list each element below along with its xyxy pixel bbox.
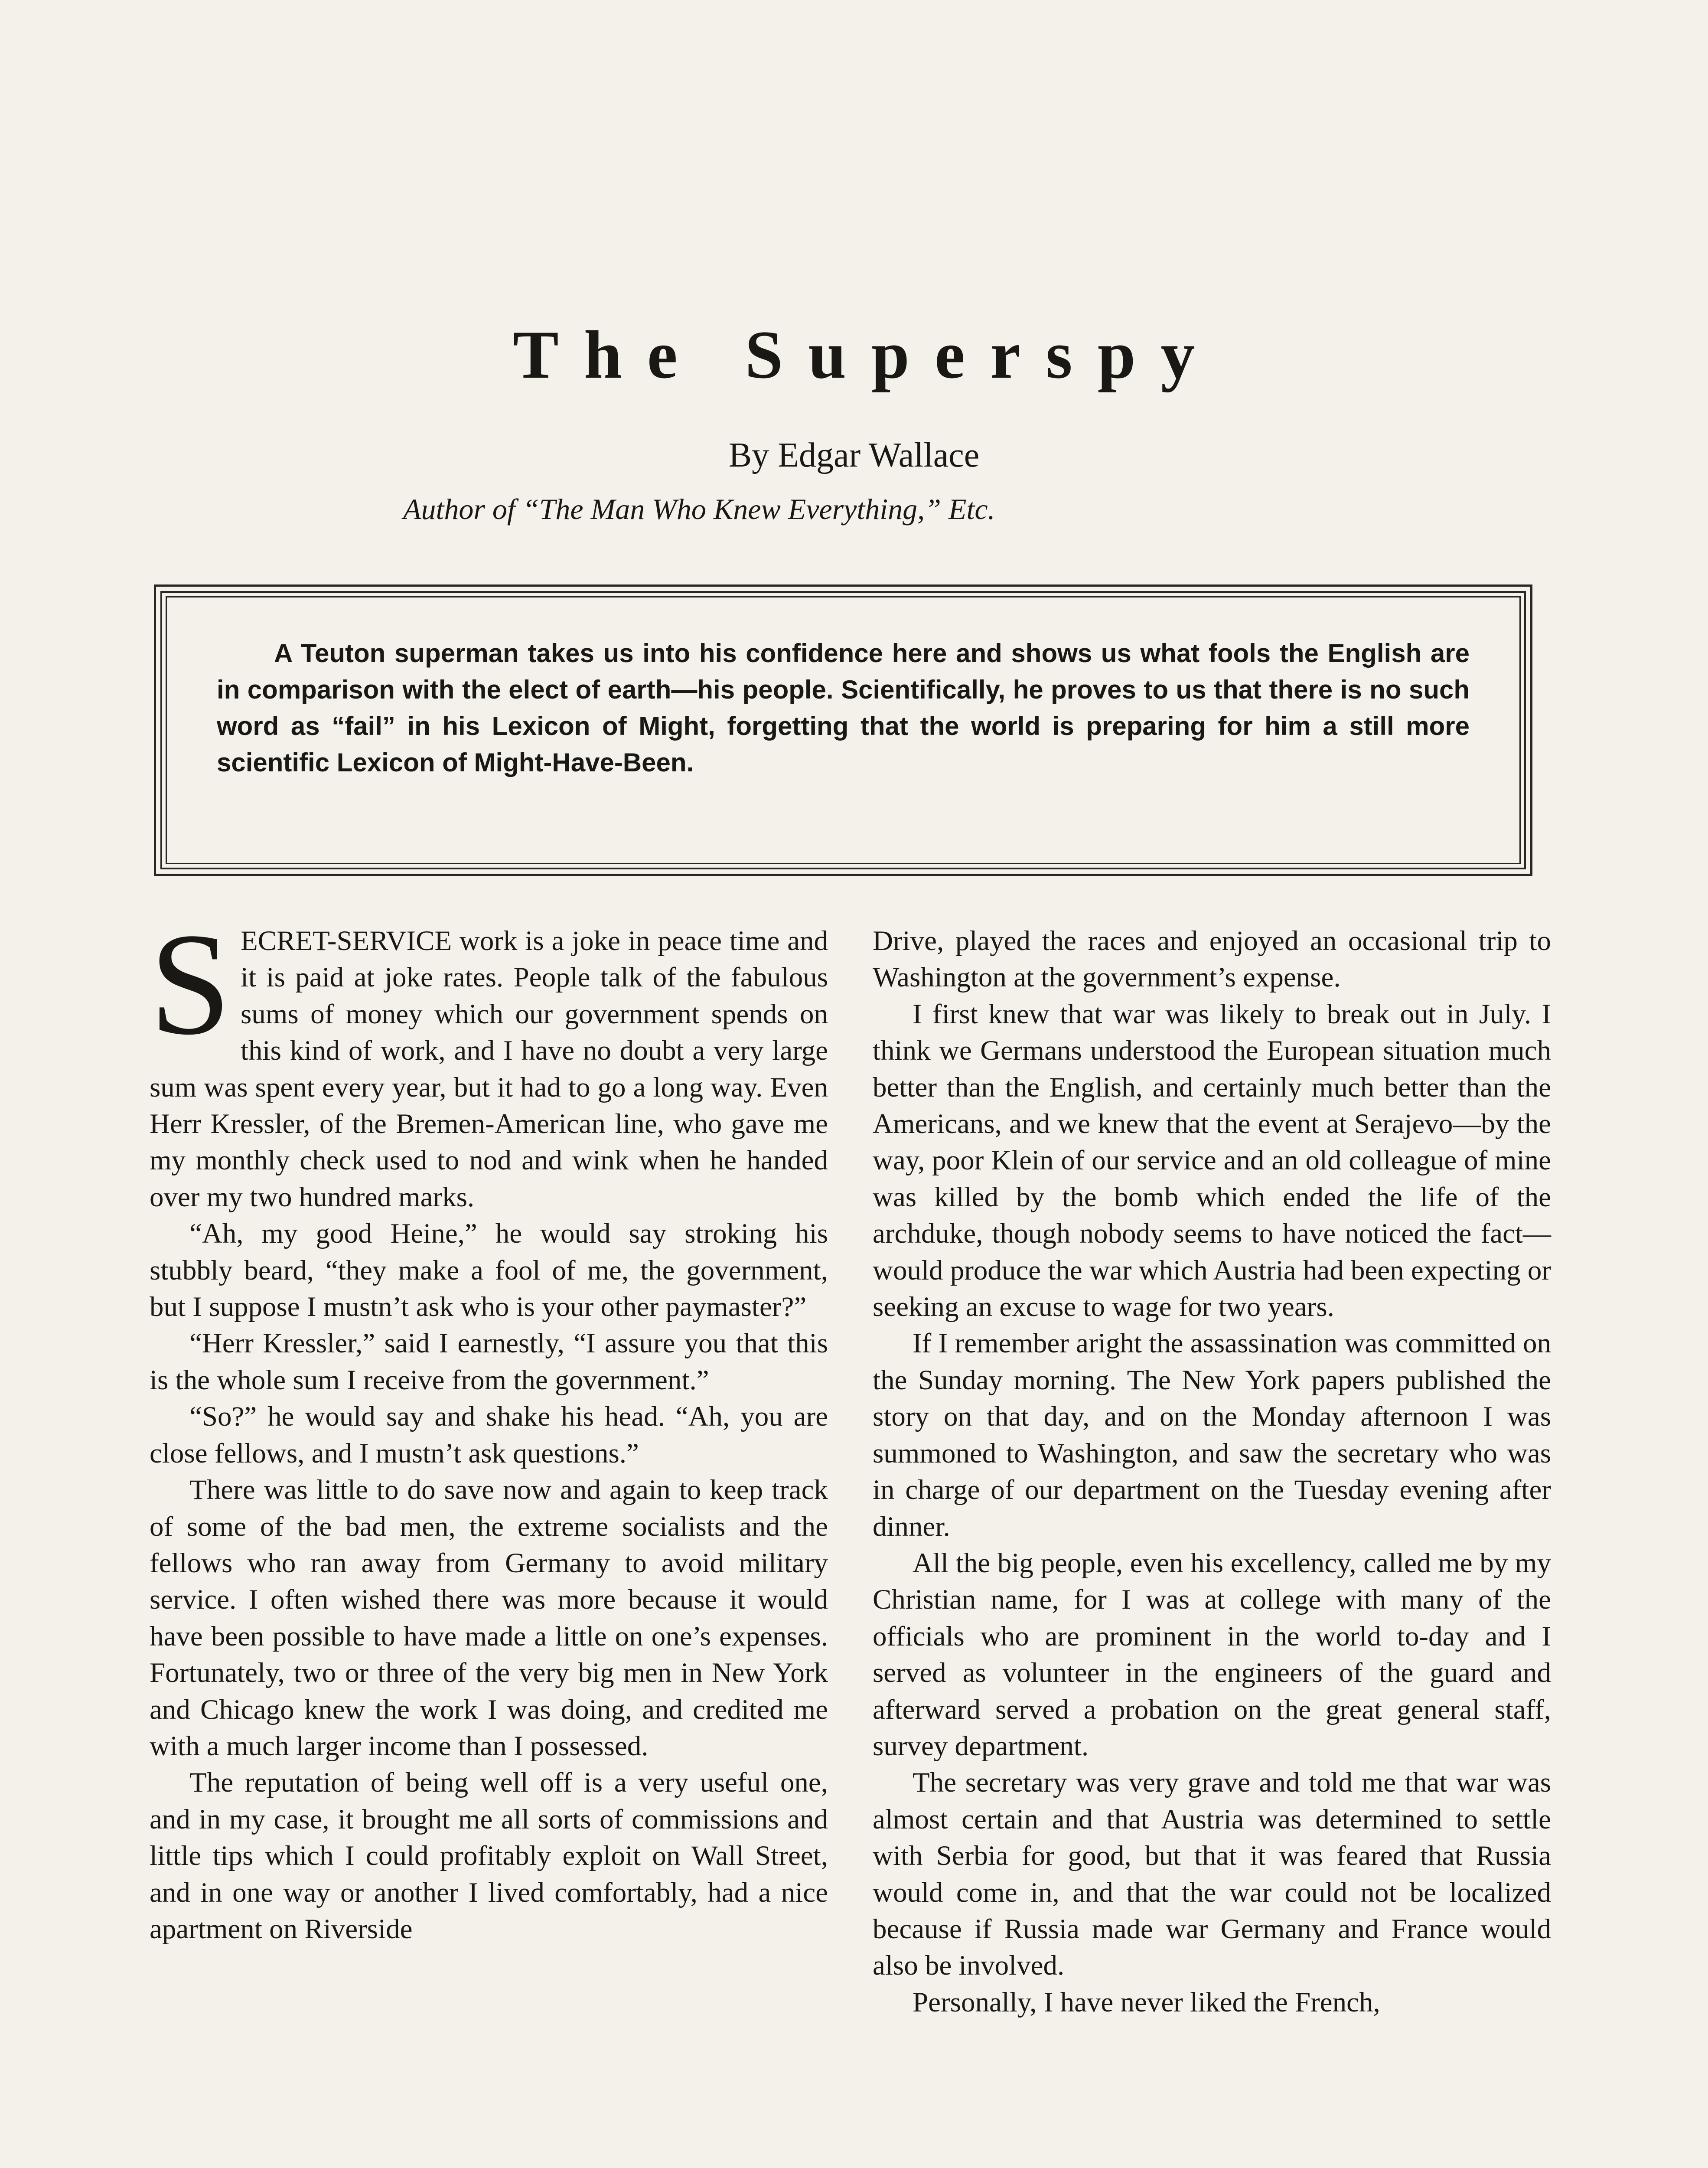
right-column <box>873 923 1551 2021</box>
paragraph: If I remember aright the assassination was committed on the Sunday morning. The New York papers published the story on that day, and on the Monday afternoon I was summoned to Washington, and saw the secretary who was in charge of our department on the Tuesday evening after dinner. <box>873 1328 1551 1542</box>
paragraph: The secretary was very grave and told me that war was almost certain and that Austria was determined to settle with Serbia for good, but that it was feared that Russia would come in, and that the war could not be localized because if Russia made war Germany and France would also be involved. <box>873 1767 1551 1982</box>
paragraph: Personally, I have never liked the French, <box>913 1986 1380 2018</box>
left-column <box>150 903 828 1947</box>
teaser-text: A Teuton superman takes us into his confidence here and shows us what fools the English are in comparison with the elect of earth—his people. Scientifically, he proves to us that there is no such word as “fail” in his Lexicon of Might, forgetting that the world is preparing for him a still more scientific Lexicon of Might-Have-Been. <box>217 639 1470 777</box>
byline: By Edgar Wallace <box>728 436 980 474</box>
paragraph: “Herr Kressler,” said I earnestly, “I assure you that this is the whole sum I receive from the government.” <box>150 1328 828 1396</box>
paragraph-continued: Drive, played the races and enjoyed an occasional trip to Washington at the government’s expense. <box>873 925 1551 993</box>
author-credit: Author of “The Man Who Knew Everything,” Etc. <box>403 493 995 526</box>
paragraph: “So?” he would say and shake his head. “Ah, you are close fellows, and I mustn’t ask questions.” <box>150 1401 828 1469</box>
drop-cap: S <box>150 903 231 1065</box>
paragraph <box>150 903 828 1215</box>
paragraph: “Ah, my good Heine,” he would say stroking his stubbly beard, “they make a fool of me, the government, but I suppose I mustn’t ask who is your other paymaster?” <box>150 1218 828 1323</box>
paragraph-text: ECRET-SERVICE work is a joke in peace time and it is paid at joke rates. People talk of the fabulous sums of money which our government spends on this kind of work, and I have no doubt a very large sum was spent every year, but it had to go a long way. Even Herr Kressler, of the Bremen-American line, who gave me my monthly check used to nod and wink when he handed over my two hundred marks. <box>150 925 828 1213</box>
paragraph: The reputation of being well off is a very useful one, and in my case, it brought me all sorts of commissions and little tips which I could profitably exploit on Wall Street, and in one way or another I lived comfortably, had a nice apartment on Riverside <box>150 1767 828 1945</box>
paragraph: I first knew that war was likely to break out in July. I think we Germans understood the European situation much better than the English, and certainly much better than the Americans, and we knew that the event at Serajevo—by the way, poor Klein of our service and an old colleague of mine was killed by the bomb which ended the life of the archduke, though nobody seems to have noticed the fact—would produce the war which Austria had been expecting or seeking an excuse to wage for two years. <box>873 998 1551 1323</box>
article-title: The Superspy <box>513 317 1220 393</box>
paragraph: There was little to do save now and again to keep track of some of the bad men, the extreme socialists and the fellows who ran away from Germany to avoid military service. I often wished there was more because it would have been possible to have made a little on one’s expenses. Fortunately, two or three of the very big men in New York and Chicago knew the work I was doing, and credited me with a much larger income than I possessed. <box>150 1474 828 1762</box>
paragraph: All the big people, even his excellency, called me by my Christian name, for I was at college with many of the officials who are prominent in the world to-day and I served as volunteer in the engineers of the guard and afterward served a probation on the great general staff, survey department. <box>873 1547 1551 1762</box>
